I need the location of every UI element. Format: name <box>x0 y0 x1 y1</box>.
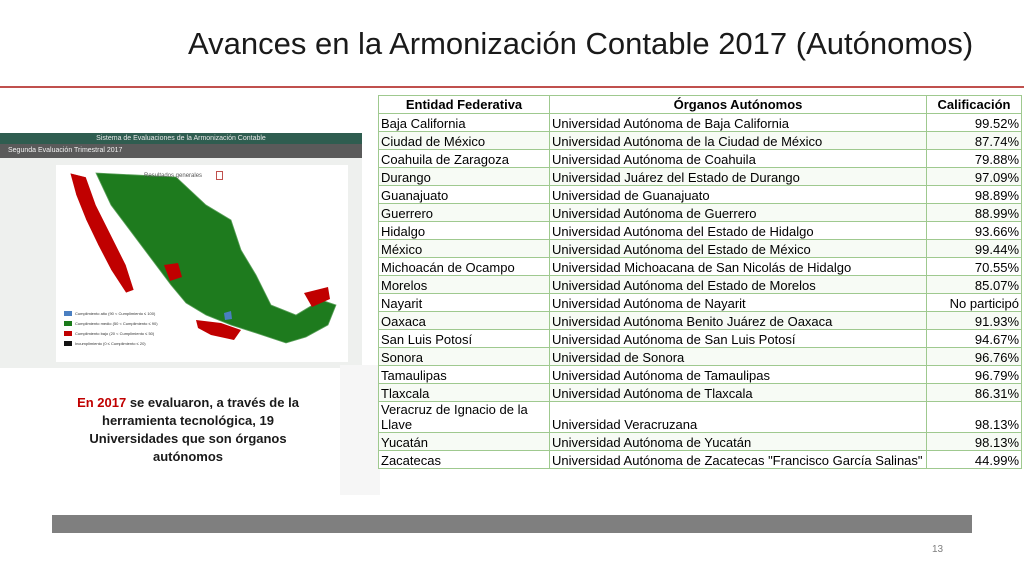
table-row <box>379 240 1022 258</box>
cell-calificacion: 98.13% <box>927 402 1022 433</box>
cell-organo: Universidad de Guanajuato <box>550 186 927 204</box>
cell-entidad: Tlaxcala <box>379 384 550 402</box>
cell-organo: Universidad Michoacana de San Nicolás de Hidalgo <box>550 258 927 276</box>
legend-label: Cumplimiento bajo (20 < Cumplimiento ≤ 50) <box>75 330 155 336</box>
cell-organo: Universidad Autónoma de Zacatecas "Francisco García Salinas" <box>550 451 927 469</box>
legend-label: Cumplimiento alto (90 < Cumplimiento ≤ 100) <box>75 310 156 316</box>
cell-calificacion: 96.76% <box>927 348 1022 366</box>
cell-calificacion: 99.44% <box>927 240 1022 258</box>
map-system-header: Sistema de Evaluaciones de la Armonización Contable <box>0 133 362 144</box>
cell-entidad: San Luis Potosí <box>379 330 550 348</box>
cell-calificacion: 99.52% <box>927 114 1022 132</box>
watermark-seal <box>340 365 380 495</box>
cell-entidad: México <box>379 240 550 258</box>
cell-calificacion: 93.66% <box>927 222 1022 240</box>
table-row <box>379 330 1022 348</box>
cell-organo: Universidad Autónoma del Estado de Morelos <box>550 276 927 294</box>
cell-organo: Universidad Autónoma de San Luis Potosí <box>550 330 927 348</box>
map-legend <box>64 308 158 348</box>
cell-organo: Universidad Autónoma de Baja California <box>550 114 927 132</box>
cell-calificacion: 70.55% <box>927 258 1022 276</box>
map-screenshot-panel <box>0 133 362 368</box>
cell-organo: Universidad Autónoma de Nayarit <box>550 294 927 312</box>
legend-item <box>64 338 158 348</box>
cell-organo: Universidad Veracruzana <box>550 402 927 433</box>
cell-organo: Universidad Autónoma de Yucatán <box>550 433 927 451</box>
cell-organo: Universidad Autónoma de Tamaulipas <box>550 366 927 384</box>
table-row <box>379 433 1022 451</box>
table-row <box>379 348 1022 366</box>
cell-organo: Universidad Autónoma de la Ciudad de México <box>550 132 927 150</box>
cell-entidad: Hidalgo <box>379 222 550 240</box>
cell-entidad: Oaxaca <box>379 312 550 330</box>
cell-organo: Universidad Autónoma de Tlaxcala <box>550 384 927 402</box>
cell-calificacion: 88.99% <box>927 204 1022 222</box>
cell-calificacion: No participó <box>927 294 1022 312</box>
legend-swatch <box>64 331 72 336</box>
cell-entidad: Coahuila de Zaragoza <box>379 150 550 168</box>
cell-entidad: Nayarit <box>379 294 550 312</box>
legend-label: Cumplimiento medio (50 < Cumplimiento ≤ 90) <box>75 320 158 326</box>
legend-label: Incumplimiento (0 ≤ Cumplimiento ≤ 20) <box>75 340 146 346</box>
table-row <box>379 276 1022 294</box>
table-row <box>379 451 1022 469</box>
cell-calificacion: 98.13% <box>927 433 1022 451</box>
legend-swatch <box>64 321 72 326</box>
cell-organo: Universidad Autónoma Benito Juárez de Oaxaca <box>550 312 927 330</box>
mexico-map <box>56 165 348 362</box>
evaluation-caption <box>64 394 312 466</box>
cell-entidad: Morelos <box>379 276 550 294</box>
slide-title: Avances en la Armonización Contable 2017 (Autónomos) <box>188 26 974 61</box>
caption-text: se evaluaron, a través de la herramienta tecnológica, 19 Universidades que son órganos autónomos <box>89 395 299 464</box>
table-row <box>379 312 1022 330</box>
evaluation-table <box>378 95 1022 469</box>
legend-item <box>64 308 158 318</box>
header-organos: Órganos Autónomos <box>550 96 927 114</box>
table-row <box>379 186 1022 204</box>
document-icon <box>216 171 223 180</box>
table-row <box>379 402 1022 433</box>
table-row <box>379 204 1022 222</box>
cell-organo: Universidad Juárez del Estado de Durango <box>550 168 927 186</box>
table-row <box>379 294 1022 312</box>
cell-calificacion: 87.74% <box>927 132 1022 150</box>
legend-swatch <box>64 341 72 346</box>
legend-item <box>64 318 158 328</box>
table-row <box>379 258 1022 276</box>
cell-calificacion: 94.67% <box>927 330 1022 348</box>
table-row <box>379 114 1022 132</box>
legend-item <box>64 328 158 338</box>
cell-organo: Universidad Autónoma de Coahuila <box>550 150 927 168</box>
table-row <box>379 222 1022 240</box>
table-row <box>379 150 1022 168</box>
header-calificacion: Calificación <box>927 96 1022 114</box>
table-row <box>379 384 1022 402</box>
cell-entidad: Zacatecas <box>379 451 550 469</box>
page-number: 13 <box>932 544 944 555</box>
table-row <box>379 366 1022 384</box>
cell-organo: Universidad Autónoma de Guerrero <box>550 204 927 222</box>
cell-entidad: Baja California <box>379 114 550 132</box>
cell-entidad: Guerrero <box>379 204 550 222</box>
cell-calificacion: 86.31% <box>927 384 1022 402</box>
map-results-title: Resultados generales <box>144 173 203 179</box>
cell-calificacion: 85.07% <box>927 276 1022 294</box>
cell-entidad: Ciudad de México <box>379 132 550 150</box>
legend-swatch <box>64 311 72 316</box>
cell-entidad: Sonora <box>379 348 550 366</box>
cell-calificacion: 44.99% <box>927 451 1022 469</box>
cell-entidad: Veracruz de Ignacio de la Llave <box>379 402 550 433</box>
cell-entidad: Tamaulipas <box>379 366 550 384</box>
cell-entidad: Michoacán de Ocampo <box>379 258 550 276</box>
cell-organo: Universidad Autónoma del Estado de Hidalgo <box>550 222 927 240</box>
table-row <box>379 168 1022 186</box>
title-divider <box>0 86 1024 88</box>
cell-organo: Universidad de Sonora <box>550 348 927 366</box>
cell-calificacion: 91.93% <box>927 312 1022 330</box>
cell-calificacion: 96.79% <box>927 366 1022 384</box>
footer-bar <box>52 515 972 533</box>
cell-calificacion: 79.88% <box>927 150 1022 168</box>
cell-organo: Universidad Autónoma del Estado de México <box>550 240 927 258</box>
cell-entidad: Durango <box>379 168 550 186</box>
map-evaluation-subheader: Segunda Evaluación Trimestral 2017 <box>0 144 362 158</box>
cell-calificacion: 98.89% <box>927 186 1022 204</box>
cell-calificacion: 97.09% <box>927 168 1022 186</box>
header-entidad: Entidad Federativa <box>379 96 550 114</box>
cell-entidad: Yucatán <box>379 433 550 451</box>
table-header-row <box>379 96 1022 114</box>
table-row <box>379 132 1022 150</box>
caption-year: En 2017 <box>77 395 127 410</box>
cell-entidad: Guanajuato <box>379 186 550 204</box>
